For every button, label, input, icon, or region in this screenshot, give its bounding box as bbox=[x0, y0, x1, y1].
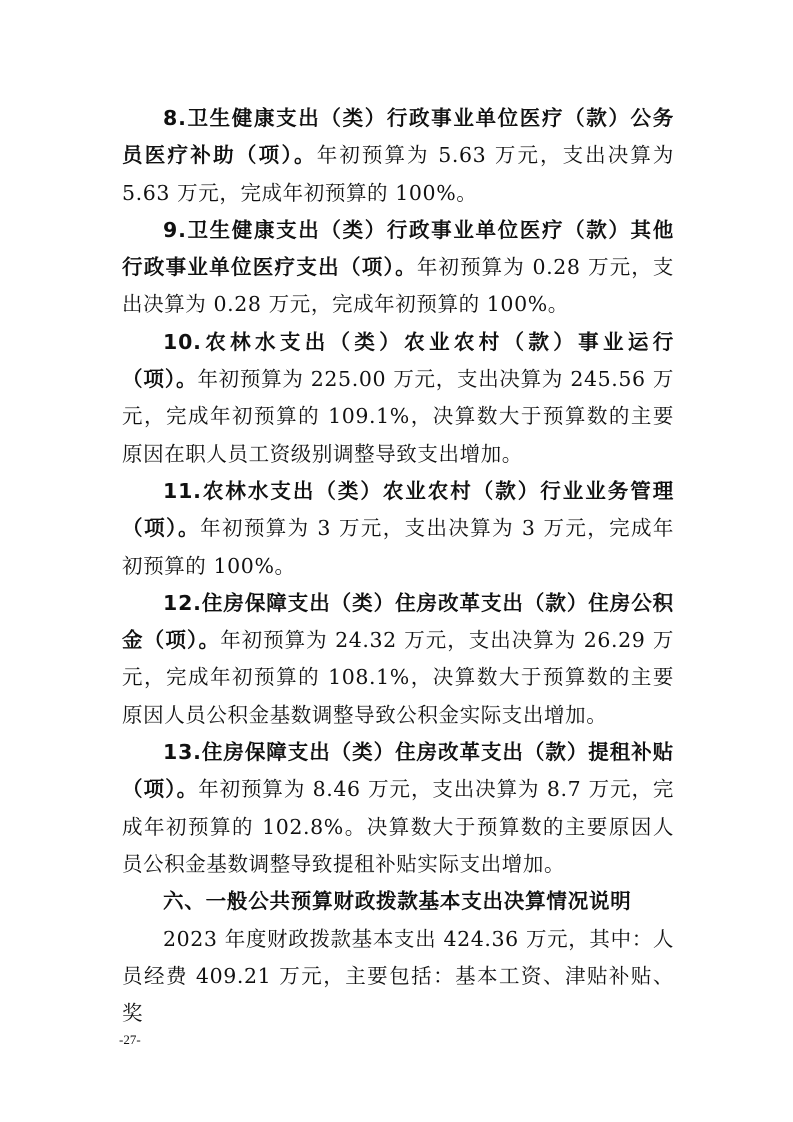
item-text: 年初预算为 3 万元，支出决算为 3 万元，完成年初预算的 100%。 bbox=[122, 516, 674, 578]
budget-item-13 bbox=[122, 734, 674, 883]
section-heading: 六、一般公共预算财政拨款基本支出决算情况说明 bbox=[163, 889, 632, 914]
page-number: -27- bbox=[119, 1032, 141, 1047]
budget-item-9 bbox=[122, 212, 674, 324]
item-text: 年初预算为 0.28 万元，支出决算为 0.28 万元，完成年初预算的 100%。 bbox=[122, 255, 674, 317]
page-content bbox=[122, 100, 674, 1032]
budget-item-11 bbox=[122, 473, 674, 585]
summary-text: 2023 年度财政拨款基本支出 424.36 万元，其中：人员经费 409.21 万元，主要包括：基本工资、津贴补贴、奖 bbox=[122, 926, 674, 1026]
item-title: 9.卫生健康支出（类）行政事业单位医疗（款）其他行政事业单位医疗支出（项）。 bbox=[122, 217, 674, 280]
item-title: 11.农林水支出（类）农业农村（款）行业业务管理（项）。 bbox=[122, 478, 674, 541]
item-title: 12.住房保障支出（类）住房改革支出（款）住房公积金（项）。 bbox=[122, 590, 674, 653]
budget-item-10 bbox=[122, 324, 674, 473]
item-text: 年初预算为 225.00 万元，支出决算为 245.56 万元，完成年初预算的 109.1%，决算数大于预算数的主要原因在职人员工资级别调整导致支出增加。 bbox=[122, 367, 674, 466]
item-title: 8.卫生健康支出（类）行政事业单位医疗（款）公务员医疗补助（项）。 bbox=[122, 106, 674, 168]
item-text: 年初预算为 8.46 万元，支出决算为 8.7 万元，完成年初预算的 102.8%。决算数大于预算数的主要原因人员公积金基数调整导致提租补贴实际支出增加。 bbox=[122, 777, 674, 876]
item-title: 13.住房保障支出（类）住房改革支出（款）提租补贴（项）。 bbox=[122, 740, 674, 802]
budget-item-12 bbox=[122, 585, 674, 734]
item-text: 年初预算为 24.32 万元，支出决算为 26.29 万元，完成年初预算的 108.1%，决算数大于预算数的主要原因人员公积金基数调整导致公积金实际支出增加。 bbox=[122, 628, 674, 727]
item-title: 10.农林水支出（类）农业农村（款）事业运行（项）。 bbox=[122, 329, 674, 392]
summary-paragraph bbox=[122, 921, 674, 1033]
item-text: 年初预算为 5.63 万元，支出决算为 5.63 万元，完成年初预算的 100%。 bbox=[122, 143, 675, 205]
budget-item-8 bbox=[122, 100, 674, 212]
